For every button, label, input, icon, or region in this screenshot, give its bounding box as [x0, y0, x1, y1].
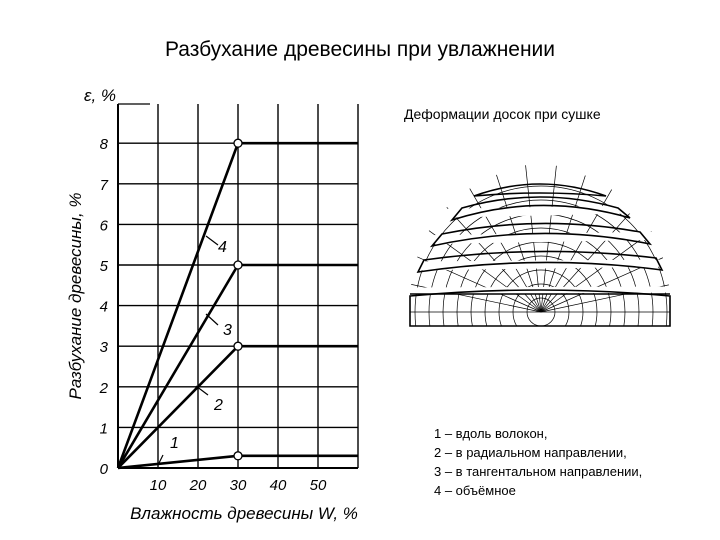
series-label-2: 2 [214, 397, 223, 414]
x-tick-label: 40 [269, 477, 287, 494]
y-tick-label: 3 [99, 339, 108, 357]
x-axis-label: Влажность древесины W, % [130, 504, 358, 523]
y-tick-label: 0 [99, 461, 108, 478]
legend-item-2: 2 – в радиальном направлении, [434, 445, 627, 460]
y-tick-label: 6 [99, 217, 108, 235]
legend-item-1: 1 – вдоль волокон, [434, 426, 548, 441]
drawing-caption: Деформации досок при сушке [404, 106, 601, 122]
x-tick-label: 50 [309, 477, 327, 494]
x-tick-label: 10 [149, 477, 167, 494]
series-label-3: 3 [223, 322, 232, 339]
y-tick-label: 7 [99, 176, 108, 194]
x-tick-label: 20 [189, 477, 207, 494]
series-label-4: 4 [218, 239, 227, 256]
x-tick-label: 30 [229, 477, 247, 494]
series-label-1: 1 [170, 435, 179, 452]
wood-ray [523, 143, 541, 312]
page-title: Разбухание древесины при увлажнении [164, 38, 556, 61]
y-tick-label: 4 [99, 298, 108, 316]
wood-ray [541, 143, 559, 312]
y-tick-label: 8 [99, 136, 108, 154]
y-axis-label: Разбухание древесины, % [66, 192, 85, 400]
y-tick-label: 5 [99, 258, 108, 275]
log-cross-section-icon [371, 143, 711, 438]
y-tick-label: 2 [99, 379, 108, 397]
legend-item-3: 3 – в тангентальном направлении, [434, 464, 643, 479]
y-tick-label: 1 [99, 420, 108, 438]
y-axis-symbol: ε, % [84, 86, 117, 105]
legend-item-4: 4 – объёмное [434, 483, 516, 498]
